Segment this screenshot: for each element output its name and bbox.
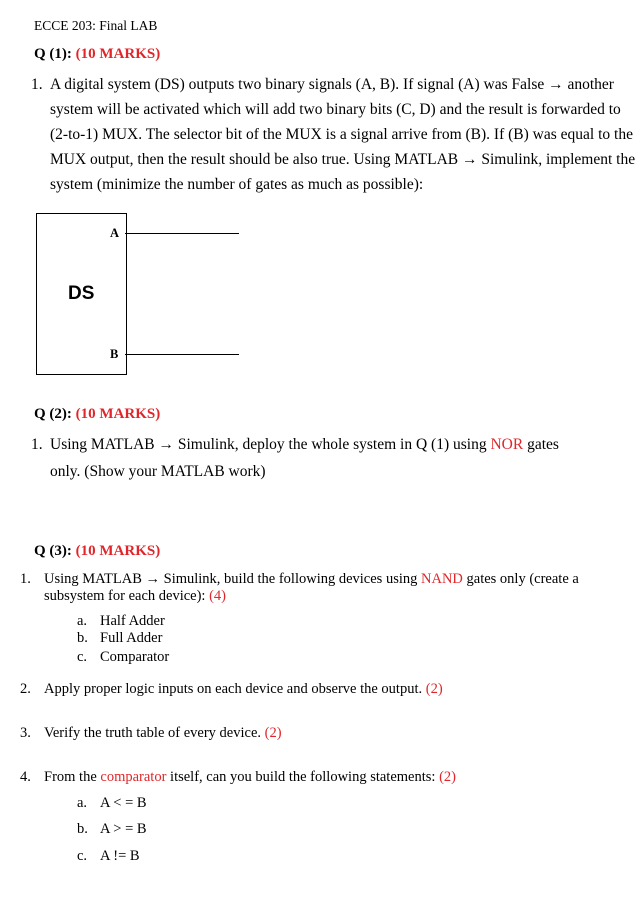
- q1-line-4: MUX output, then the result should be also true. Using MATLAB → Simulink, implement the: [50, 151, 636, 168]
- q3-subitem-comparator: Comparator: [100, 649, 170, 665]
- q3-heading: [34, 543, 160, 560]
- q3-item3-body: Verify the truth table of every device.: [44, 725, 265, 741]
- q2-marks: (10 MARKS): [75, 406, 161, 422]
- q1-title: Q (1):: [34, 46, 72, 62]
- q3-item3-marks: (2): [264, 725, 282, 741]
- q3-subitem-a-letter: a.: [77, 613, 88, 629]
- q1-line-3: (2-to-1) MUX. The selector bit of the MUX is a signal arrive from (B). If (B) was equal to the: [50, 126, 633, 143]
- port-a-label: A: [110, 226, 120, 240]
- q3-statement-a-letter: a.: [77, 795, 88, 811]
- q1-paragraph: [50, 72, 635, 197]
- q3-item3-number: 3.: [20, 725, 31, 741]
- q3-item4-number: 4.: [20, 769, 31, 785]
- q2-title: Q (2):: [34, 406, 72, 422]
- q1-line-2: system will be activated which will add two binary bits (C, D) and the result is forwarded to: [50, 101, 621, 118]
- ds-diagram: [36, 213, 246, 376]
- q3-subitem-full-adder: Full Adder: [100, 630, 163, 646]
- q3-item1-line-2: [44, 588, 579, 605]
- output-b-line: [125, 354, 239, 355]
- q3-comparator-keyword: comparator: [100, 769, 167, 785]
- q3-subitem-b-letter: b.: [77, 630, 88, 646]
- q3-item1-line-1: [44, 571, 579, 588]
- q2-line-2: only. (Show your MATLAB work): [50, 463, 266, 480]
- q3-statement-c-letter: c.: [77, 848, 88, 864]
- q1-line-5: system (minimize the number of gates as much as possible):: [50, 176, 424, 193]
- q3-item4-body-start: From the: [44, 769, 101, 785]
- q1-item-number: 1.: [31, 76, 43, 93]
- q3-item1-line-2-text: subsystem for each device):: [44, 588, 210, 604]
- q3-marks: (10 MARKS): [75, 543, 161, 559]
- q1-line-1: A digital system (DS) outputs two binary signals (A, B). If signal (A) was False → another: [50, 76, 614, 93]
- q3-item1-marks: (4): [209, 588, 227, 604]
- q2-line-1: [50, 432, 559, 457]
- q3-statement-b-letter: b.: [77, 821, 88, 837]
- q3-statement-a: A < = B: [100, 795, 147, 811]
- port-b-label: B: [110, 347, 119, 361]
- q3-item4-body-end: itself, can you build the following statements:: [166, 769, 440, 785]
- q3-title: Q (3):: [34, 543, 72, 559]
- q3-item1-line-1-end: gates only (create a: [462, 571, 579, 587]
- q3-statement-c: A != B: [100, 848, 140, 864]
- q2-line-1-end: gates: [523, 436, 559, 453]
- q3-item1-number: 1.: [20, 571, 31, 587]
- q3-item1-text: [44, 571, 579, 605]
- output-a-line: [125, 233, 239, 234]
- q3-nand-keyword: NAND: [421, 571, 463, 587]
- q3-item2-marks: (2): [425, 681, 443, 697]
- q2-nor-keyword: NOR: [490, 436, 524, 453]
- q2-heading: [34, 406, 160, 423]
- q3-item2-text: [44, 681, 443, 698]
- q3-item3-text: [44, 725, 282, 742]
- q2-paragraph: [50, 432, 559, 484]
- course-header: ECCE 203: Final LAB: [34, 18, 158, 33]
- ds-block-label: DS: [68, 283, 95, 304]
- q2-line-1-text: Using MATLAB → Simulink, deploy the whole system in Q (1) using: [50, 436, 491, 453]
- q3-item1-line-1-text: Using MATLAB → Simulink, build the following devices using: [44, 571, 421, 587]
- q3-subitem-c-letter: c.: [77, 649, 88, 665]
- q1-marks: (10 MARKS): [75, 46, 161, 62]
- q3-statement-b: A > = B: [100, 821, 147, 837]
- q3-item4-text: [44, 769, 456, 786]
- q1-heading: [34, 46, 160, 63]
- q3-item2-number: 2.: [20, 681, 31, 697]
- q3-subitem-half-adder: Half Adder: [100, 613, 165, 629]
- q2-item-number: 1.: [31, 436, 43, 453]
- q3-item2-body: Apply proper logic inputs on each device and observe the output.: [44, 681, 426, 697]
- q3-item4-marks: (2): [439, 769, 456, 785]
